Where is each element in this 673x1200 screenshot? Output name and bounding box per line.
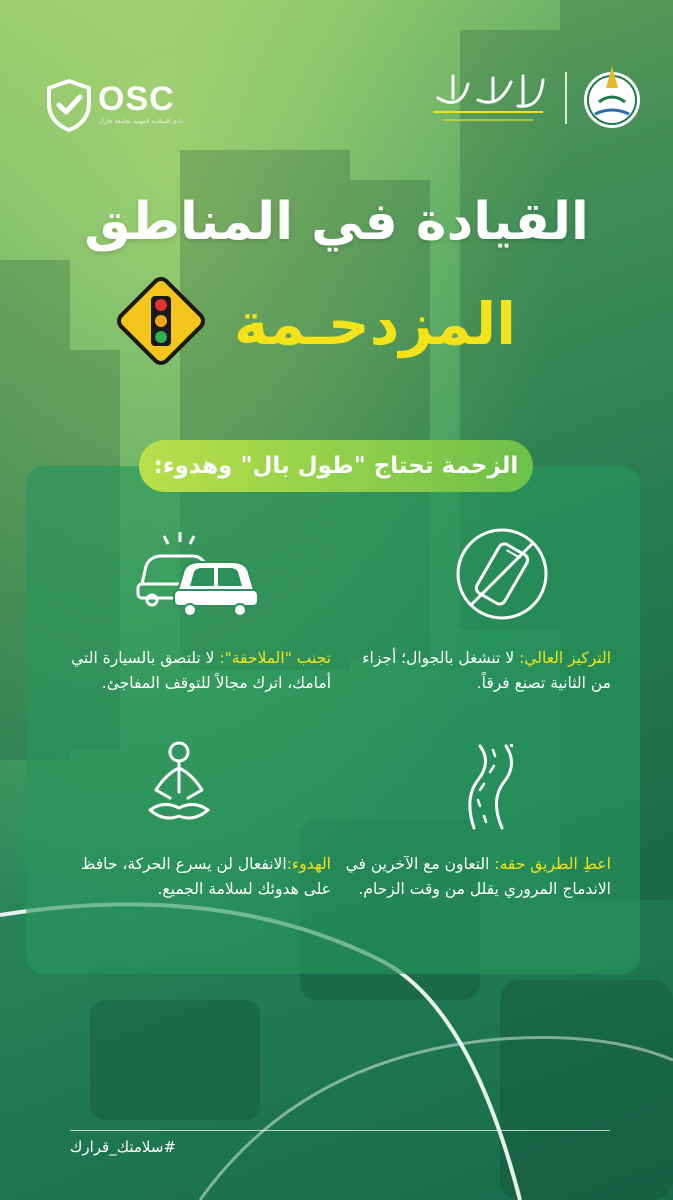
university-logos [413, 62, 643, 132]
tip-text: الانفعال لن يسرع الحركة، حافظ على هدوئك لسلامة الجميع. [81, 855, 331, 898]
footer-divider [70, 1130, 610, 1131]
osc-logo [44, 78, 199, 130]
osc-logo-text: OSC [98, 80, 175, 118]
subtitle-pill: الزحمة تحتاج "طول بال" وهدوء: [139, 440, 533, 492]
meditation-icon [140, 738, 218, 832]
main-title: القيادة في المناطق [84, 192, 589, 252]
hashtag: #سلامتك_قرارك [70, 1138, 177, 1156]
traffic-light-sign-icon [112, 272, 210, 370]
tip-text: التعاون مع الآخرين في الاندماج المروري يقلل من وقت الزحام. [345, 855, 611, 898]
tip-heading: تجنب "الملاحقة": [219, 649, 331, 667]
tip-text: لا تنشغل بالجوال؛ أجزاء من الثانية تصنع فرقاً. [362, 649, 611, 692]
tip-heading: اعطِ الطريق حقه: [494, 855, 611, 873]
tip-text: لا تلتصق بالسيارة التي أمامك، اترك مجالاً للتوقف المفاجئ. [71, 649, 331, 692]
osc-logo-subtitle: نادي السلامة المهنية بجامعة جازان [98, 118, 184, 125]
tip-calm [51, 852, 331, 902]
university-seal-icon [581, 62, 643, 132]
logo-divider [565, 72, 567, 124]
main-title-highlight: المزدحـمة [233, 290, 517, 358]
no-phone-icon [452, 524, 552, 624]
tip-heading: التركيز العالي: [519, 649, 611, 667]
shield-check-icon [44, 78, 94, 132]
road-icon [460, 742, 540, 832]
tip-tailgating [31, 646, 331, 696]
tip-focus [351, 646, 611, 696]
cars-collision-icon [134, 528, 258, 620]
tip-road-right [321, 852, 611, 902]
calligraphy-logo [423, 70, 553, 126]
tip-heading: الهدوء: [286, 855, 331, 873]
